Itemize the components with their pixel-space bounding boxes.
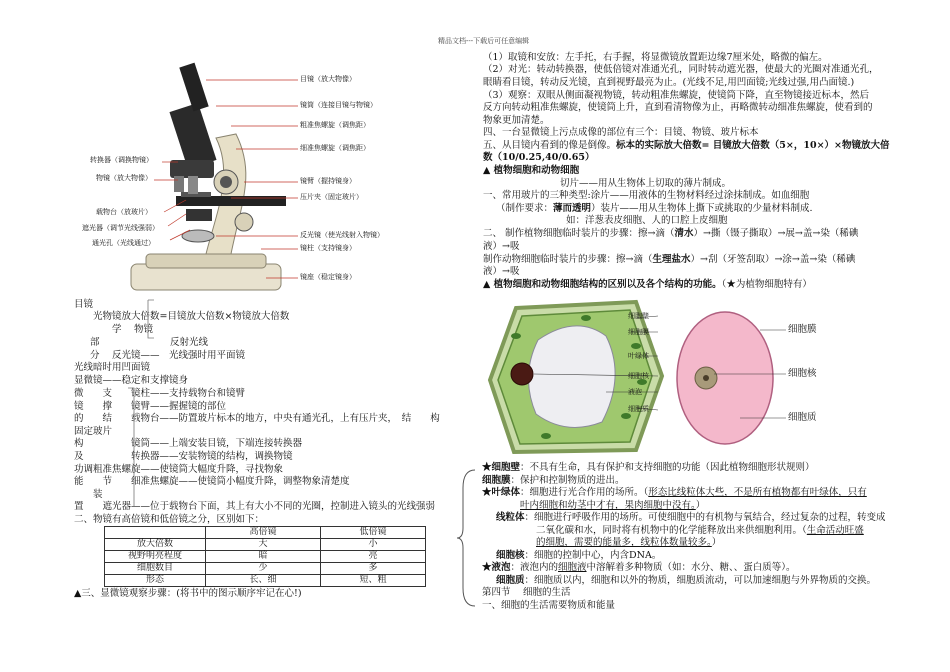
- left-line-1: 目镜: [74, 299, 94, 310]
- desc-chloroplast: ★叶绿体：细胞进行光合作用的场所。（形态比线粒体大些，不是所有植物都有叶绿体，只有: [482, 487, 867, 498]
- desc-membrane: 细胞膜：保护和控制物质的进出。: [482, 475, 625, 486]
- table-header-cell: [105, 527, 206, 539]
- plant-label-cytoplasm: 细胞质: [628, 405, 649, 413]
- right-p10: 如：洋葱表皮细胞、人的口腔上皮细胞: [566, 215, 728, 226]
- table-row: 视野明亮程度 暗 亮: [105, 551, 426, 563]
- bracket-lines: [100, 296, 160, 506]
- plant-label-vacuole: 液泡: [628, 388, 642, 396]
- label-base: 镜座（稳定镜身）: [300, 273, 356, 281]
- right-p5: 五、从目镜内看到的像是倒像。标本的实际放大倍数= 目镜放大倍数（5×，10×）×物镜放大倍: [483, 140, 890, 151]
- label-eyepiece: 目镜（放大物像）: [300, 75, 356, 83]
- left-line-19: ▲三、显微镜观察步骤：(将书中的图示顺序牢记在心!): [74, 588, 302, 599]
- left-line-15: 能 节 细准焦螺旋——使镜筒小幅度升降，调整物象清楚度: [74, 476, 350, 487]
- label-objective: 物镜（放大物像）: [96, 174, 152, 182]
- plant-label-chloroplast: 叶绿体: [628, 352, 649, 360]
- right-p3c: 物象更加清楚。: [483, 115, 550, 126]
- label-aperture: 通光孔（光线通过）: [92, 239, 155, 247]
- left-line-2: 光物镜放大倍数=目镜放大倍数×物镜放大倍数: [93, 311, 290, 322]
- desc-chloroplast-2: 叶内细胞和幼茎中才有，果肉细胞中没有。）: [520, 500, 706, 511]
- desc-mitochondria: 线粒体：细胞进行呼吸作用的场所。可使细胞中的有机物与氧结合，经过复杂的过程，转变成: [496, 512, 886, 523]
- left-line-17: 置 遮光器——位于载物台下面，其上有大小不同的光圈，控制进入镜头的光线强弱: [74, 501, 436, 512]
- left-line-4b: 反射光线: [170, 337, 209, 348]
- desc-mitochondria-2: 二氧化碳和水，同时将有机物中的化学能释放出来供细胞利用。（生命活动旺盛: [536, 525, 864, 536]
- label-mirror: 反光镜（使光线射入物镜）: [300, 231, 384, 239]
- label-fine: 细准焦螺旋（调焦距）: [300, 144, 370, 152]
- right-p7: 切片——用从生物体上切取的薄片制成。: [560, 178, 732, 189]
- animal-label-cytoplasm: 细胞质: [788, 412, 817, 423]
- left-line-18: 二、物镜有高倍镜和低倍镜之分，区别如下：: [74, 514, 265, 525]
- left-line-10: 的 结 载物台——防置玻片标本的地方，中央有通光孔，上有压片夹， 结 构: [74, 413, 440, 424]
- page-header: 精品文档---下载后可任意编辑: [438, 37, 530, 45]
- plant-label-membrane: 细胞膜: [628, 328, 649, 336]
- animal-label-nucleus: 细胞核: [788, 368, 817, 379]
- label-diaphragm: 遮光器（调节光线强弱）: [82, 224, 159, 232]
- plant-label-wall: 细胞壁: [628, 312, 649, 320]
- label-pillar: 镜柱（支持镜身）: [300, 244, 356, 252]
- desc-vacuole: ★液泡：液泡内的细胞液中溶解着多种物质（如：水分、糖、、蛋白质等）。: [482, 562, 796, 573]
- label-clip: 压片夹（固定玻片）: [300, 193, 363, 201]
- plant-label-nucleus: 细胞核: [628, 372, 649, 380]
- right-p3b: 反方向转动粗准焦螺旋，使镜筒上升，直到看清物像为止，再略微转动细准焦螺旋，使看到的: [483, 102, 873, 113]
- table-header-cell: 高倍镜: [206, 527, 321, 539]
- left-line-11: 固定玻片: [74, 426, 113, 437]
- right-p13: 制作动物细胞临时装片的步骤：擦→滴（生理盐水）→刮（牙签刮取）→涂→盖→染（稀碘: [483, 254, 856, 265]
- label-tube: 镜筒（连接目镜与物镜）: [300, 101, 377, 109]
- desc-cell-wall: ★细胞壁：不具有生命，具有保护和支持细胞的功能（因此植物细胞形状规则）: [482, 462, 815, 473]
- right-p4: 四、一台显微镜上污点成像的部位有三个：目镜、物镜、玻片标本: [483, 127, 759, 138]
- label-arm: 镜臂（握持镜身）: [300, 177, 356, 185]
- section-4-title: 第四节 细胞的生活: [482, 587, 571, 598]
- table-header-cell: 低倍镜: [321, 527, 426, 539]
- right-p8: 一、常用玻片的三种类型:涂片——用液体的生物材料经过涂抹制成。如血细胞: [483, 190, 810, 201]
- section-cells: ▲ 植物细胞和动物细胞: [483, 165, 580, 176]
- right-p3a: （3）观察：双眼从侧面凝视物镜，转动粗准焦螺旋，使镜筒下降，直至物镜接近标本，然后: [483, 90, 870, 101]
- animal-label-membrane: 细胞膜: [788, 324, 817, 335]
- label-coarse: 粗准焦螺旋（调焦距）: [300, 121, 370, 129]
- table-row: 放大倍数 大 小: [105, 539, 426, 551]
- right-p9: （制作要求：薄而透明）装片——用从生物体上撕下或挑取的少量材料制成.: [496, 203, 813, 214]
- left-line-7: 显微镜——稳定和支撑镜身: [74, 375, 189, 386]
- desc-nucleus: 细胞核：细胞的控制中心，内含DNA。: [496, 550, 662, 561]
- microscope-drawing: [131, 63, 286, 290]
- desc-mitochondria-3: 的细胞，需要的能量多，线粒体数量较多。）: [536, 537, 722, 548]
- animal-cell-diagram: [670, 304, 790, 454]
- table-row: 细胞数目 少 多: [105, 563, 426, 575]
- left-line-6: 光线暗时用凹面镜: [74, 362, 151, 373]
- right-p11: 二、 制作植物细胞临时装片的步骤：擦→滴（清水）→撕（镊子撕取）→展→盖→染（稀碘: [483, 228, 859, 239]
- brace: [455, 468, 479, 608]
- right-p12: 液）→吸: [483, 241, 520, 252]
- label-nosepiece: 转换器（调换物镜）: [90, 156, 153, 164]
- objective-compare-table: [104, 526, 426, 587]
- right-p1: （1）取镜和安放：左手托，右手握，将显微镜放置距边缘7厘米处，略微的偏左。: [483, 52, 828, 63]
- left-line-9: 镜 撑 镜臂——握握镜的部位: [74, 401, 227, 412]
- left-line-14: 功调粗准焦螺旋——使镜筒大幅度升降，寻找物象: [74, 464, 284, 475]
- left-line-16: 装: [74, 489, 103, 500]
- right-p5c: 数（10/0.25,40/0.65）: [483, 152, 595, 163]
- table-row: 形态 长、细 短、粗: [105, 575, 426, 587]
- left-line-4a: 部: [90, 337, 100, 348]
- right-p15: ▲ 植物细胞和动物细胞结构的区别以及各个结构的功能。（★为植物细胞特有）: [483, 279, 812, 290]
- left-line-3: 学 物镜: [112, 324, 154, 335]
- label-stage: 载物台（放玻片）: [96, 208, 152, 216]
- left-line-8: 微 支 镜柱——支持载物台和镜臂: [74, 388, 246, 399]
- right-p2a: （2）对光：转动转换器，使低倍镜对准通光孔，同时转动遮光器，使最大的光圈对准通光孔，: [483, 64, 879, 75]
- left-line-5: 分 反光镜—— 光线强时用平面镜: [90, 350, 246, 361]
- left-line-13: 及 转换器——安装物镜的结构，调换物镜: [74, 451, 293, 462]
- desc-cytoplasm: 细胞质：细胞质以内，细胞和以外的物质，细胞质流动，可以加速细胞与外界物质的交换。: [496, 575, 877, 586]
- right-p2b: 眼睛看目镜，转动反光镜，直到视野最亮为止。(光线不足,用凹面镜;光线过强,用凸面镜.): [483, 77, 855, 88]
- section-4-line1: 一、细胞的生活需要物质和能量: [482, 600, 616, 611]
- right-p14: 液）→吸: [483, 266, 520, 277]
- left-line-12: 构 镜筒——上端安装目镜，下端连接转换器: [74, 438, 303, 449]
